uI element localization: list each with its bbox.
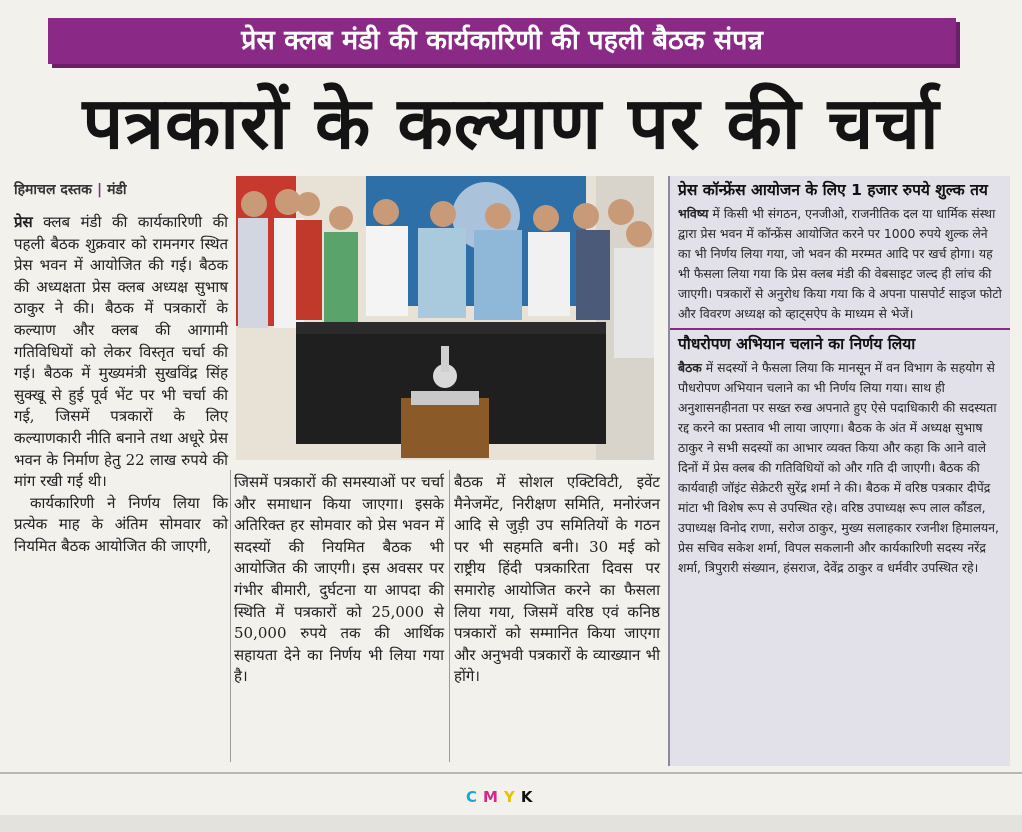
sidebar-lead: बैठक (678, 360, 702, 375)
cmyk-m: M (483, 788, 504, 806)
byline-separator: | (96, 182, 103, 198)
column-divider (230, 470, 231, 762)
sidebar-text-body: में सदस्यों ने फैसला लिया कि मानसून में वन विभाग के सहयोग से पौधरोपण अभियान चलाने का भी निर्णय लिया गया। साथ ही अनुशासनहीनता पर सख्त रुख अपनाते हुए ऐसे पदाधिकारी की सदस्यता रद्द करने का प्रस्ताव भी लाया जाएगा। बैठक के अंत में अध्यक्ष सुभाष ठाकुर ने सभी सदस्यों का आभार व्यक्त किया और कहा कि आने वाले दिनों में प्रेस क्लब की गतिविधियों को और गति दी जाएगी। बैठक की कार्यवाही जॉइंट सेक्रेटरी सुरेंद्र शर्मा ने की। बैठक में वरिष्ठ पत्रकार दीपेंद्र मांटा भी विशेष रूप से उपस्थित रहे। वरिष्ठ उपाध्यक्ष रूप लाल कौंडल, उपाध्यक्ष विनोद राणा, सरोज ठाकुर, मुख्य सलाहकार रजनीश हिमालयन, प्रेस सचिव सकेश शर्मा, विपल सकलानी और कार्यकारिणी सदस्य नरेंद्र शर्मा, त्रिपुरारी संख्यान, हंसराज, देवेंद्र ठाकुर व धर्मवीर उपस्थित रहे। (678, 360, 999, 575)
byline (14, 180, 127, 199)
sidebar-text-1 (670, 204, 1010, 324)
article-paragraph-2: कार्यकारिणी ने निर्णय लिया कि प्रत्येक माह के अंतिम सोमवार को नियमित बैठक आयोजित की जाएगी, (14, 493, 228, 555)
cmyk-c: C (466, 788, 484, 806)
paragraph-lead: प्रेस (14, 213, 33, 231)
cmyk-k: K (520, 788, 539, 806)
sidebar-text-body: में किसी भी संगठन, एनजीओ, राजनीतिक दल या धार्मिक संस्था द्वारा प्रेस भवन में कॉन्फ्रेंस आयोजित करने पर 1000 रुपये शुल्क लेने का भी निर्णय लिया गया, जो भवन की मरम्मत आदि पर खर्च होगा। यह भी फैसला लिया गया कि प्रेस क्लब मंडी की वेबसाइट जल्द ही लांच की जाएगी। पत्रकारों से अनुरोध किया गया कि वे अपना पासपोर्ट साइज फोटो और विवरण अध्यक्ष को व्हाट्सऐप के माध्यम से भेजें। (678, 206, 1002, 321)
article-column-1 (14, 212, 228, 558)
sidebar-box (668, 176, 1010, 766)
byline-source: हिमाचल दस्तक (14, 182, 92, 198)
meeting-photo-illustration (236, 176, 654, 460)
article-column-3: बैठक में सोशल एक्टिविटी, इवेंट मैनेजमेंट, निरीक्षण समिति, मनोरंजन आदि से जुड़ी उप समितियों के गठन पर भी सहमति बनी। 30 मई को राष्ट्रीय हिंदी पत्रकारिता दिवस पर समारोह आयोजित करने का फैसला लिया गया, जिसमें वरिष्ठ एवं कनिष्ठ पत्रकारों को सम्मानित किया जाएगा और अनुभवी पत्रकारों के व्याख्यान भी होंगे। (454, 473, 660, 686)
cmyk-mark (466, 788, 538, 806)
paragraph-text: क्लब मंडी की कार्यकारिणी की पहली बैठक शुक्रवार को रामनगर स्थित प्रेस भवन में आयोजित की गई। बैठक की अध्यक्षता प्रेस क्लब अध्यक्ष सुभाष ठाकुर ने की। बैठक में पत्रकारों के कल्याण और क्लब की आगामी गतिविधियों को लेकर विस्तृत चर्चा की गई। बैठक में मुख्यमंत्री सुखविंद्र सिंह सुक्खू से हुई पूर्व भेंट पर भी चर्चा की गई, जिसमें पत्रकारों के लिए कल्याणकारी नीति बनाने तथा अधूरे प्रेस भवन के निर्माण हेतु 22 लाख रुपये की मांग रखी गई थी। (14, 213, 228, 491)
footer-rule (0, 772, 1022, 774)
sidebar-lead: भविष्य (678, 206, 709, 221)
article-paragraph-1 (14, 212, 228, 493)
sidebar-heading-2: पौधरोपण अभियान चलाने का निर्णय लिया (670, 328, 1010, 358)
column-divider (449, 470, 450, 762)
article-column-2: जिसमें पत्रकारों की समस्याओं पर चर्चा और समाधान किया जाएगा। इसके अतिरिक्त हर सोमवार को प्रेस भवन में सदस्यों की नियमित बैठक भी आयोजित की जाएगी। इस अवसर पर गंभीर बीमारी, दुर्घटना या आपदा की स्थिति में पत्रकारों को 25,000 से 50,000 रुपये तक की आर्थिक सहायता देने का निर्णय भी लिया गया है। (234, 473, 444, 686)
byline-place: मंडी (107, 182, 127, 198)
sidebar-heading-1: प्रेस कॉन्फ्रेंस आयोजन के लिए 1 हजार रुपये शुल्क तय (678, 181, 988, 199)
sidebar-text-2 (670, 358, 1010, 578)
headline-strap: प्रेस क्लब मंडी की कार्यकारिणी की पहली बैठक संपन्न (48, 18, 956, 64)
bottom-bar (0, 815, 1022, 832)
main-headline: पत्रकारों के कल्याण पर की चर्चा (82, 81, 940, 165)
meeting-photo (236, 176, 654, 460)
cmyk-y: Y (503, 788, 521, 806)
